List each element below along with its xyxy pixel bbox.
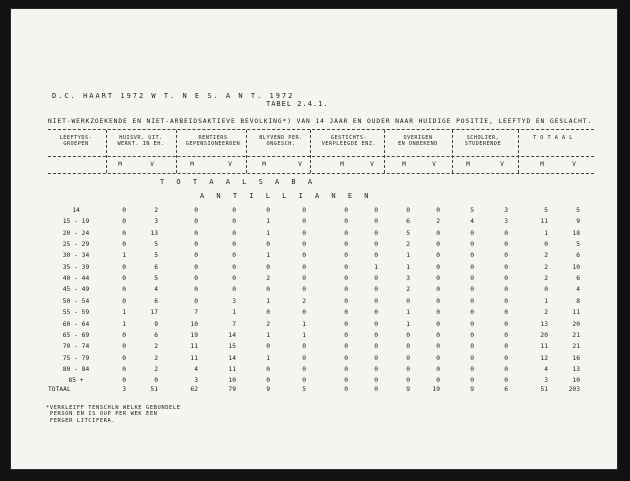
table-cell: 0 xyxy=(374,286,378,294)
column-header-1: HUISVR. UIT. WERKT. IN EH. xyxy=(117,135,165,147)
table-cell: 2 xyxy=(436,218,440,226)
table-cell: 0 xyxy=(344,229,348,237)
table-cell: 0 xyxy=(436,354,440,362)
table-cell: 2 xyxy=(544,309,548,317)
table-cell: 0 xyxy=(436,297,440,305)
table-cell: 6 xyxy=(406,218,410,226)
table-cell: 0 xyxy=(504,252,508,260)
section-title-total: T O T A A L S A B A xyxy=(160,178,317,186)
total-cell: 3 xyxy=(122,386,126,393)
table-cell: 0 xyxy=(374,252,378,260)
row-label: 75 - 79 xyxy=(62,354,90,362)
table-cell: 0 xyxy=(302,354,306,362)
column-rule-0 xyxy=(106,130,107,173)
table-cell: 0 xyxy=(266,207,270,214)
table-cell: 0 xyxy=(470,297,474,305)
total-cell: 19 xyxy=(432,386,440,393)
table-cell: 2 xyxy=(154,343,158,351)
table-cell: 4 xyxy=(576,286,580,294)
table-cell: 0 xyxy=(406,365,410,373)
table-cell: 1 xyxy=(232,309,236,317)
table-cell: 0 xyxy=(504,331,508,339)
table-cell: 0 xyxy=(436,309,440,317)
table-cell: 0 xyxy=(266,263,270,271)
column-header-2: RENTIERS GEPENSIONEERDEN xyxy=(185,135,241,147)
sex-label: M xyxy=(402,161,406,168)
table-cell: 0 xyxy=(344,377,348,385)
table-cell: 1 xyxy=(406,252,410,260)
sex-label: V xyxy=(500,161,504,168)
column-header-7: T O T A A L xyxy=(533,135,573,141)
row-label: 25 - 29 xyxy=(62,241,90,249)
table-cell: 19 xyxy=(190,331,198,339)
table-cell: 0 xyxy=(122,331,126,339)
table-cell: 0 xyxy=(436,377,440,385)
table-cell: 0 xyxy=(504,320,508,328)
table-cell: 9 xyxy=(576,218,580,226)
table-cell: 0 xyxy=(406,331,410,339)
total-cell: 6 xyxy=(504,386,508,393)
table-cell: 0 xyxy=(504,354,508,362)
table-cell: 0 xyxy=(302,286,306,294)
table-cell: 0 xyxy=(504,229,508,237)
table-cell: 20 xyxy=(572,320,580,328)
table-cell: 0 xyxy=(374,297,378,305)
table-cell: 0 xyxy=(374,229,378,237)
table-cell: 0 xyxy=(266,377,270,385)
sex-label: M xyxy=(118,161,122,168)
table-cell: 0 xyxy=(504,286,508,294)
table-cell: 0 xyxy=(470,377,474,385)
sex-label: M xyxy=(340,161,344,168)
table-cell: 0 xyxy=(302,207,306,214)
report-header: D.C. HAART 1972 W T. N E S. A N T. 1972 xyxy=(52,92,295,100)
table-cell: 0 xyxy=(194,229,198,237)
column-rule-3 xyxy=(310,130,311,173)
table-cell: 14 xyxy=(228,331,236,339)
table-cell: 11 xyxy=(540,343,548,351)
table-cell: 15 xyxy=(228,343,236,351)
total-row-label: TOTAAL xyxy=(48,386,71,393)
table-cell: 0 xyxy=(470,275,474,283)
table-cell: 9 xyxy=(154,320,158,328)
table-cell: 0 xyxy=(406,354,410,362)
table-cell: 0 xyxy=(232,229,236,237)
table-cell: 0 xyxy=(266,241,270,249)
sex-label: V xyxy=(228,161,232,168)
table-cell: 0 xyxy=(344,241,348,249)
column-header-4: GESTICHTS- VERPLEEGDE ENZ. xyxy=(321,135,377,147)
table-cell: 13 xyxy=(540,320,548,328)
table-cell: 0 xyxy=(122,229,126,237)
table-cell: 0 xyxy=(470,263,474,271)
row-label: 45 - 49 xyxy=(62,286,90,294)
table-cell: 0 xyxy=(436,241,440,249)
table-cell: 10 xyxy=(228,377,236,385)
table-cell: 0 xyxy=(436,320,440,328)
table-cell: 0 xyxy=(194,252,198,260)
table-cell: 12 xyxy=(540,354,548,362)
table-cell: 0 xyxy=(302,263,306,271)
table-cell: 0 xyxy=(544,286,548,294)
table-cell: 17 xyxy=(150,309,158,317)
table-cell: 0 xyxy=(406,297,410,305)
table-cell: 0 xyxy=(504,377,508,385)
table-cell: 1 xyxy=(302,331,306,339)
table-cell: 0 xyxy=(374,331,378,339)
table-cell: 1 xyxy=(122,252,126,260)
sex-label: V xyxy=(370,161,374,168)
table-cell: 0 xyxy=(344,263,348,271)
table-cell: 0 xyxy=(470,241,474,249)
total-cell: 9 xyxy=(470,386,474,393)
table-cell: 0 xyxy=(344,218,348,226)
table-cell: 20 xyxy=(540,331,548,339)
table-cell: 0 xyxy=(374,309,378,317)
table-cell: 0 xyxy=(302,229,306,237)
table-cell: 5 xyxy=(154,241,158,249)
column-header-6: SCHOLIER, STUDERENDE xyxy=(464,135,502,147)
table-cell: 1 xyxy=(122,309,126,317)
table-cell: 0 xyxy=(302,241,306,249)
table-cell: 3 xyxy=(154,218,158,226)
table-cell: 0 xyxy=(122,297,126,305)
table-cell: 11 xyxy=(228,365,236,373)
row-label: 50 - 54 xyxy=(62,297,90,305)
table-cell: 4 xyxy=(154,286,158,294)
table-cell: 0 xyxy=(122,377,126,385)
table-cell: 5 xyxy=(576,207,580,214)
table-cell: 2 xyxy=(266,275,270,283)
table-cell: 0 xyxy=(302,252,306,260)
row-label: 30 - 34 xyxy=(62,252,90,260)
rule-top xyxy=(48,129,594,130)
total-cell: 51 xyxy=(150,386,158,393)
total-cell: 5 xyxy=(302,386,306,393)
table-cell: 6 xyxy=(154,331,158,339)
table-cell: 8 xyxy=(576,297,580,305)
table-cell: 11 xyxy=(540,218,548,226)
sex-label: V xyxy=(432,161,436,168)
table-cell: 0 xyxy=(436,252,440,260)
table-cell: 13 xyxy=(572,365,580,373)
table-cell: 0 xyxy=(374,320,378,328)
table-cell: 2 xyxy=(406,241,410,249)
table-cell: 0 xyxy=(344,309,348,317)
table-cell: 0 xyxy=(122,275,126,283)
table-cell: 5 xyxy=(544,207,548,214)
table-cell: 1 xyxy=(266,229,270,237)
table-cell: 0 xyxy=(544,241,548,249)
table-cell: 0 xyxy=(232,252,236,260)
row-label: 60 - 64 xyxy=(62,320,90,328)
table-cell: 2 xyxy=(544,252,548,260)
table-cell: 2 xyxy=(154,354,158,362)
sex-label: M xyxy=(190,161,194,168)
table-cell: 0 xyxy=(302,343,306,351)
table-cell: 0 xyxy=(406,207,410,214)
table-cell: 0 xyxy=(406,377,410,385)
table-cell: 0 xyxy=(232,286,236,294)
table-cell: 3 xyxy=(504,207,508,214)
table-cell: 2 xyxy=(406,286,410,294)
table-cell: 2 xyxy=(154,365,158,373)
table-cell: 2 xyxy=(544,263,548,271)
table-cell: 0 xyxy=(436,331,440,339)
table-cell: 0 xyxy=(504,309,508,317)
table-cell: 0 xyxy=(504,263,508,271)
table-cell: 5 xyxy=(154,275,158,283)
row-label: 85 + xyxy=(68,377,84,385)
table-cell: 0 xyxy=(470,286,474,294)
footnote: *VERKLEIFF TENSCHLN WELKE GEBUNDELE PERSON EN IS OUP PER WEK EEN FERGER LITCIFERA. xyxy=(46,405,181,424)
table-cell: 6 xyxy=(154,263,158,271)
table-cell: 0 xyxy=(266,286,270,294)
table-cell: 2 xyxy=(154,207,158,214)
sex-label: M xyxy=(262,161,266,168)
table-cell: 0 xyxy=(344,343,348,351)
table-cell: 0 xyxy=(374,354,378,362)
table-cell: 1 xyxy=(374,263,378,271)
table-cell: 0 xyxy=(504,343,508,351)
table-cell: 0 xyxy=(232,218,236,226)
table-cell: 1 xyxy=(406,320,410,328)
table-cell: 10 xyxy=(572,377,580,385)
row-label: 35 - 39 xyxy=(62,263,90,271)
total-cell: 62 xyxy=(190,386,198,393)
table-cell: 0 xyxy=(436,343,440,351)
table-cell: 0 xyxy=(122,343,126,351)
table-cell: 0 xyxy=(436,207,440,214)
table-cell: 0 xyxy=(374,275,378,283)
table-cell: 0 xyxy=(344,365,348,373)
table-cell: 18 xyxy=(572,229,580,237)
table-cell: 3 xyxy=(504,218,508,226)
table-cell: 0 xyxy=(194,241,198,249)
sex-label: V xyxy=(150,161,154,168)
table-cell: 1 xyxy=(544,229,548,237)
table-cell: 0 xyxy=(504,241,508,249)
column-rule-2 xyxy=(246,130,247,173)
table-cell: 1 xyxy=(266,252,270,260)
table-cell: 0 xyxy=(504,275,508,283)
table-cell: 0 xyxy=(344,286,348,294)
table-cell: 10 xyxy=(572,263,580,271)
table-cell: 0 xyxy=(374,241,378,249)
table-cell: 0 xyxy=(194,263,198,271)
table-cell: 3 xyxy=(406,275,410,283)
table-cell: 0 xyxy=(344,252,348,260)
table-cell: 1 xyxy=(266,297,270,305)
table-cell: 0 xyxy=(344,207,348,214)
table-cell: 1 xyxy=(406,263,410,271)
table-cell: 1 xyxy=(544,297,548,305)
column-rule-5 xyxy=(452,130,453,173)
table-cell: 0 xyxy=(302,218,306,226)
rule-sub xyxy=(48,173,594,174)
table-cell: 0 xyxy=(194,286,198,294)
sex-label: M xyxy=(540,161,544,168)
table-cell: 11 xyxy=(572,309,580,317)
table-cell: 3 xyxy=(232,297,236,305)
table-cell: 0 xyxy=(194,297,198,305)
table-cell: 0 xyxy=(302,275,306,283)
column-header-3: BLYVEND PER. ONGESCH. xyxy=(259,135,303,147)
table-cell: 0 xyxy=(266,365,270,373)
table-cell: 0 xyxy=(470,320,474,328)
row-label: 40 - 44 xyxy=(62,275,90,283)
rule-mid xyxy=(48,156,594,157)
table-cell: 2 xyxy=(266,320,270,328)
table-cell: 0 xyxy=(374,218,378,226)
table-cell: 0 xyxy=(344,331,348,339)
total-cell: 9 xyxy=(406,386,410,393)
table-cell: 3 xyxy=(544,377,548,385)
table-cell: 0 xyxy=(122,241,126,249)
table-cell: 0 xyxy=(406,343,410,351)
table-cell: 6 xyxy=(576,275,580,283)
total-cell: 79 xyxy=(228,386,236,393)
total-cell: 203 xyxy=(568,386,580,393)
table-cell: 7 xyxy=(232,320,236,328)
table-cell: 0 xyxy=(470,309,474,317)
table-cell: 6 xyxy=(154,297,158,305)
column-header-0: LEEFTYDS- GROEPEN xyxy=(59,135,93,147)
column-header-5: OVERIGEN EN ONBEKEND xyxy=(398,135,438,147)
table-number: TABEL 2.4.1. xyxy=(266,100,329,108)
sex-label: M xyxy=(466,161,470,168)
table-cell: 0 xyxy=(232,263,236,271)
table-cell: 5 xyxy=(576,241,580,249)
table-cell: 0 xyxy=(374,377,378,385)
table-cell: 0 xyxy=(436,229,440,237)
table-cell: 0 xyxy=(122,207,126,214)
table-cell: 0 xyxy=(374,365,378,373)
table-cell: 1 xyxy=(266,354,270,362)
table-cell: 0 xyxy=(504,297,508,305)
table-cell: 0 xyxy=(374,343,378,351)
table-cell: 0 xyxy=(302,365,306,373)
table-cell: 0 xyxy=(470,252,474,260)
table-cell: 0 xyxy=(344,297,348,305)
table-cell: 0 xyxy=(122,286,126,294)
table-cell: 1 xyxy=(302,320,306,328)
table-cell: 0 xyxy=(470,331,474,339)
table-cell: 0 xyxy=(232,241,236,249)
table-cell: 13 xyxy=(150,229,158,237)
table-cell: 11 xyxy=(190,354,198,362)
column-rule-4 xyxy=(384,130,385,173)
row-label: 15 - 19 xyxy=(62,218,90,226)
table-cell: 0 xyxy=(504,365,508,373)
table-cell: 0 xyxy=(344,275,348,283)
table-cell: 0 xyxy=(302,309,306,317)
table-cell: 0 xyxy=(122,365,126,373)
row-label: 14 xyxy=(72,207,80,214)
document-page xyxy=(10,8,618,470)
table-cell: 0 xyxy=(436,275,440,283)
table-cell: 0 xyxy=(154,377,158,385)
table-cell: 4 xyxy=(470,218,474,226)
table-cell: 6 xyxy=(576,252,580,260)
table-cell: 0 xyxy=(470,354,474,362)
table-cell: 0 xyxy=(194,275,198,283)
table-cell: 0 xyxy=(344,354,348,362)
table-cell: 5 xyxy=(154,252,158,260)
table-cell: 2 xyxy=(544,275,548,283)
table-cell: 21 xyxy=(572,331,580,339)
table-cell: 5 xyxy=(470,207,474,214)
table-cell: 4 xyxy=(544,365,548,373)
sex-label: V xyxy=(572,161,576,168)
table-cell: 0 xyxy=(266,309,270,317)
table-cell: 14 xyxy=(228,354,236,362)
table-cell: 0 xyxy=(344,320,348,328)
table-cell: 0 xyxy=(266,343,270,351)
total-cell: 9 xyxy=(266,386,270,393)
table-cell: 1 xyxy=(266,218,270,226)
table-cell: 0 xyxy=(122,354,126,362)
table-cell: 0 xyxy=(470,229,474,237)
total-cell: 0 xyxy=(344,386,348,393)
table-cell: 11 xyxy=(190,343,198,351)
column-rule-1 xyxy=(176,130,177,173)
table-cell: 1 xyxy=(406,309,410,317)
table-cell: 0 xyxy=(374,207,378,214)
row-label: 20 - 24 xyxy=(62,229,90,237)
row-label: 70 - 74 xyxy=(62,343,90,351)
table-cell: 0 xyxy=(122,218,126,226)
table-cell: 0 xyxy=(232,207,236,214)
table-cell: 1 xyxy=(266,331,270,339)
table-cell: 0 xyxy=(470,365,474,373)
row-label: 55 - 59 xyxy=(62,309,90,317)
total-cell: 0 xyxy=(374,386,378,393)
table-cell: 0 xyxy=(122,263,126,271)
table-cell: 16 xyxy=(572,354,580,362)
table-cell: 0 xyxy=(194,207,198,214)
table-cell: 0 xyxy=(232,275,236,283)
table-title: NIET-WERKZOEKENDE EN NIET-ARBEIDSAKTIEVE BEVOLKING*) VAN 14 JAAR EN OUDER NAAR HUIDIGE POSITIE, LEEFTYD EN GESLACHT. xyxy=(48,118,593,125)
table-cell: 0 xyxy=(436,365,440,373)
table-cell: 7 xyxy=(194,309,198,317)
table-cell: 4 xyxy=(194,365,198,373)
table-cell: 0 xyxy=(436,263,440,271)
table-cell: 21 xyxy=(572,343,580,351)
column-rule-6 xyxy=(518,130,519,173)
table-cell: 0 xyxy=(302,377,306,385)
row-label: 65 - 69 xyxy=(62,331,90,339)
table-cell: 0 xyxy=(470,343,474,351)
total-cell: 51 xyxy=(540,386,548,393)
table-cell: 0 xyxy=(436,286,440,294)
sex-label: V xyxy=(298,161,302,168)
table-cell: 2 xyxy=(302,297,306,305)
table-cell: 5 xyxy=(406,229,410,237)
table-cell: 10 xyxy=(190,320,198,328)
row-label: 80 - 84 xyxy=(62,365,90,373)
table-cell: 3 xyxy=(194,377,198,385)
section-title-antillianen: A N T I L L I A N E N xyxy=(200,192,373,200)
table-cell: 0 xyxy=(194,218,198,226)
table-cell: 1 xyxy=(122,320,126,328)
